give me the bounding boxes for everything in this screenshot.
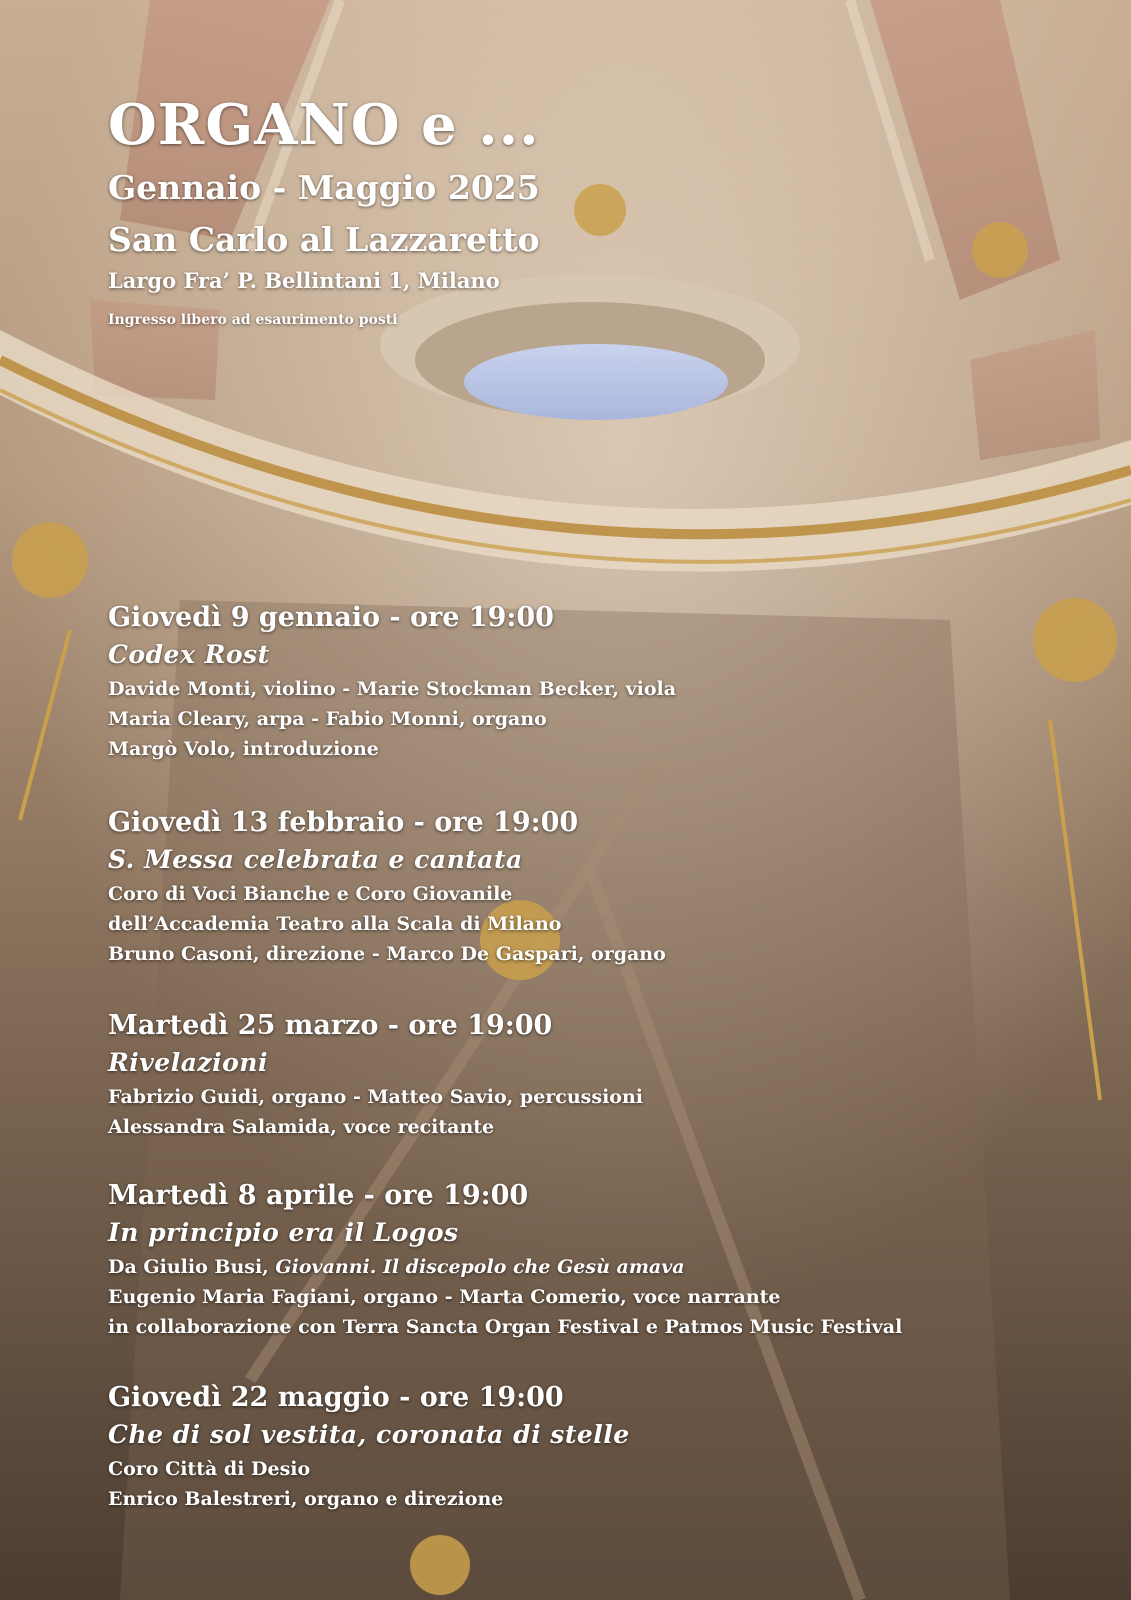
season-dates: Gennaio - Maggio 2025: [108, 168, 540, 207]
event-title: Rivelazioni: [108, 1048, 268, 1077]
event-line-book: [108, 1252, 902, 1282]
event-title: Che di sol vestita, coronata di stelle: [108, 1420, 630, 1449]
event-date: Giovedì 13 febbraio - ore 19:00: [108, 807, 579, 838]
event-date: Giovedì 9 gennaio - ore 19:00: [108, 602, 554, 633]
event-5: [108, 1380, 630, 1514]
event-3: [108, 1008, 643, 1142]
book-author: Da Giulio Busi,: [108, 1256, 276, 1278]
event-date: Martedì 25 marzo - ore 19:00: [108, 1010, 553, 1041]
event-date: Martedì 8 aprile - ore 19:00: [108, 1180, 529, 1211]
venue-name: San Carlo al Lazzaretto: [108, 220, 540, 259]
poster-title: ORGANO e ...: [108, 92, 540, 158]
event-4: [108, 1178, 902, 1342]
book-title: Giovanni. Il discepolo che Gesù amava: [275, 1256, 685, 1278]
event-title: In principio era il Logos: [108, 1218, 459, 1247]
event-line: Alessandra Salamida, voce recitante: [108, 1116, 495, 1138]
event-title: S. Messa celebrata e cantata: [108, 845, 523, 874]
event-2: [108, 805, 666, 969]
event-line: dell’Accademia Teatro alla Scala di Milano: [108, 913, 562, 935]
event-line: Eugenio Maria Fagiani, organo - Marta Comerio, voce narrante: [108, 1286, 781, 1308]
event-date: Giovedì 22 maggio - ore 19:00: [108, 1382, 564, 1413]
event-title: Codex Rost: [108, 640, 270, 669]
event-line: Coro di Voci Bianche e Coro Giovanile: [108, 883, 513, 905]
event-line: Coro Città di Desio: [108, 1458, 311, 1480]
event-line: Fabrizio Guidi, organo - Matteo Savio, percussioni: [108, 1086, 643, 1108]
event-line: Enrico Balestreri, organo e direzione: [108, 1488, 504, 1510]
event-line: in collaborazione con Terra Sancta Organ Festival e Patmos Music Festival: [108, 1316, 903, 1338]
event-line: Davide Monti, violino - Marie Stockman Becker, viola: [108, 678, 677, 700]
venue-address: Largo Fra’ P. Bellintani 1, Milano: [108, 268, 500, 293]
event-line: Bruno Casoni, direzione - Marco De Gaspari, organo: [108, 943, 666, 965]
entry-note: Ingresso libero ad esaurimento posti: [108, 312, 398, 328]
event-1: [108, 600, 676, 764]
event-line: Margò Volo, introduzione: [108, 738, 379, 760]
event-line: Maria Cleary, arpa - Fabio Monni, organo: [108, 708, 547, 730]
